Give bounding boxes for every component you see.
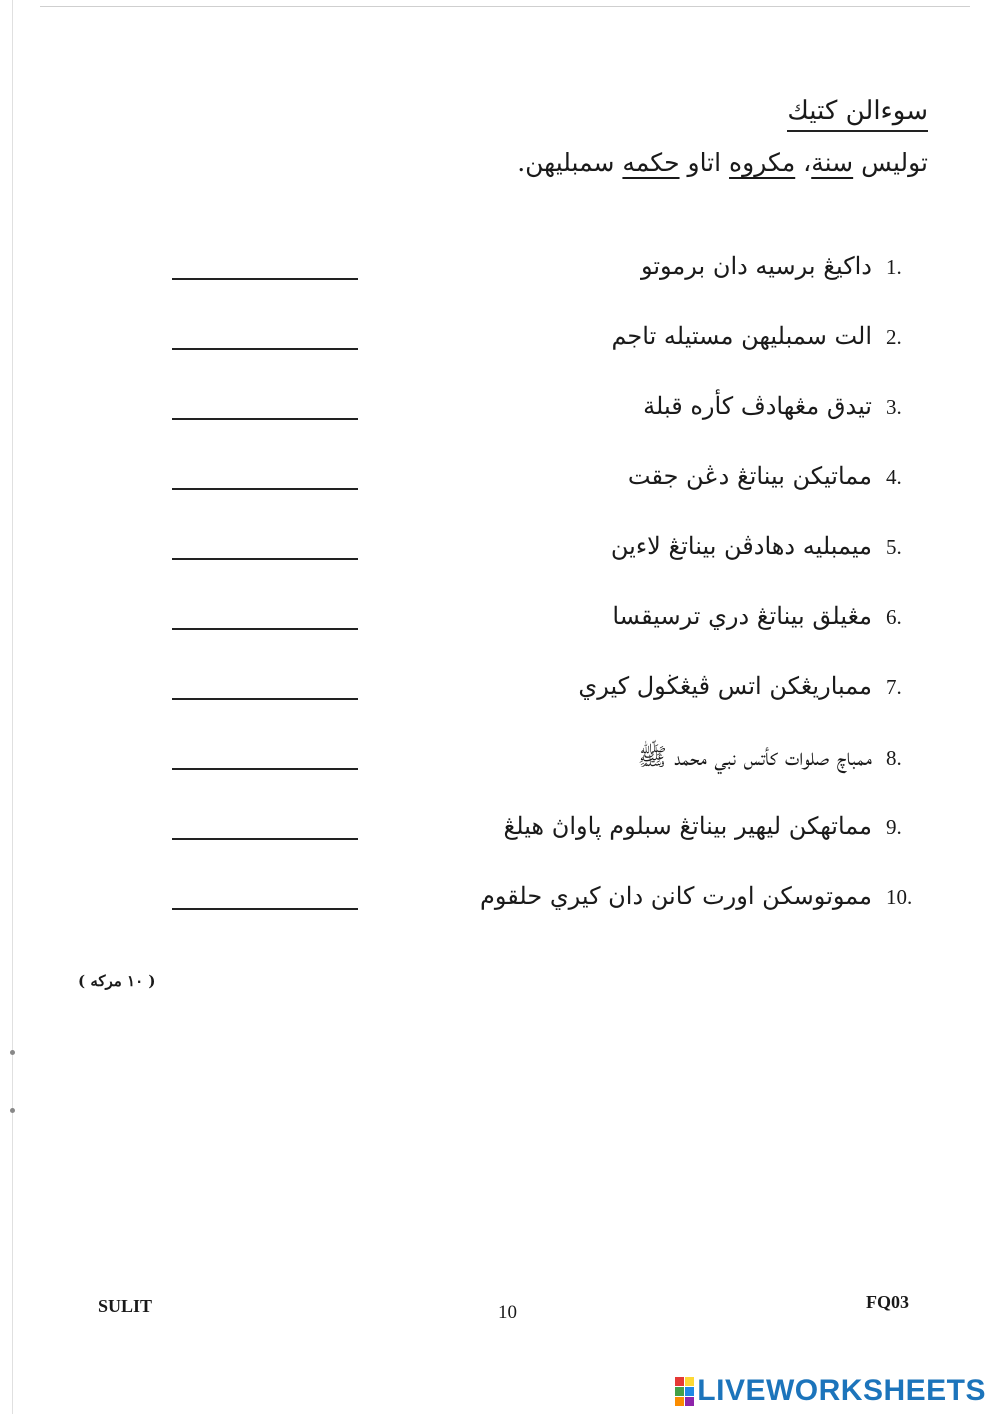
footer-code: FQ03 [866,1292,909,1312]
question-number: 3. [886,395,902,419]
instruction-part: ، [795,148,812,177]
question-number: 5. [886,535,902,559]
logo-text: LIVEWORKSHEETS [697,1374,986,1407]
question-number: 9. [886,815,902,839]
liveworksheets-logo[interactable] [675,1374,986,1408]
scan-left-edge [12,0,13,1414]
question-number: 1. [886,255,902,279]
question-text: تيدق مڠهادڤ کأره قبلة [643,392,872,420]
instruction-text [517,148,928,177]
question-item [628,462,922,490]
question-item [641,252,922,280]
instruction-part: توليس [853,148,928,177]
question-item [638,742,922,777]
footer-sulit: SULIT [98,1296,153,1316]
question-text: داکيڠ برسيه دان برموتو [640,252,872,280]
question-text: ميمبليه دهادڤن بيناتڠ لاءين [610,532,872,560]
answer-field-3[interactable] [172,392,358,420]
binder-hole-mark [10,1050,15,1055]
answer-field-8[interactable] [172,742,358,770]
question-item [578,672,922,700]
question-text: ممباريڠکن اتس ڤيڠڬول کيري [578,672,872,700]
question-item [503,812,922,840]
question-number: 7. [886,675,902,699]
question-text: الت سمبليهن مستيله تاجم [611,322,872,350]
instruction-part: اتاو [679,148,730,177]
question-text: مموتوسکن اورت کانن دان کيري حلقوم [480,882,872,910]
scan-top-border [40,6,970,7]
page-number: 10 [498,1302,517,1323]
question-item [480,882,922,910]
binder-hole-mark [10,1108,15,1113]
answer-field-6[interactable] [172,602,358,630]
question-item [612,602,922,630]
question-text: مماتهکن ليهير بيناتڠ سبلوم ڽاواڽ هيلڠ [503,812,872,840]
question-text: مڠيلق بيناتڠ دري ترسيقسا [612,602,872,630]
question-item [611,322,922,350]
question-item [643,392,922,420]
question-number: 10. [886,885,913,909]
answer-field-2[interactable] [172,322,358,350]
question-number: 6. [886,605,902,629]
answer-field-9[interactable] [172,812,358,840]
question-item [611,532,922,560]
instruction-term-makruh: مكروه [729,148,796,177]
question-number: 8. [886,746,902,770]
instruction-part: سمبليهن. [517,148,623,177]
answer-field-7[interactable] [172,672,358,700]
question-number: 2. [886,325,902,349]
answer-field-10[interactable] [172,882,358,910]
instruction-term-sunat: سنة [811,148,854,177]
instruction-term-hikmah: حكمه [622,148,680,177]
question-text: مماتيکن بيناتڠ دڠن جقت [627,462,872,490]
question-number: 4. [886,465,902,489]
total-marks: ( ١٠ مرکه ) [78,972,156,990]
answer-field-4[interactable] [172,462,358,490]
answer-field-5[interactable] [172,532,358,560]
section-title: سوءالن كتيك [787,96,928,132]
answer-field-1[interactable] [172,252,358,280]
question-text: ممباچ صلوات کأتس نبي محمد ﷺ [637,743,872,771]
logo-blocks-icon [675,1377,694,1406]
